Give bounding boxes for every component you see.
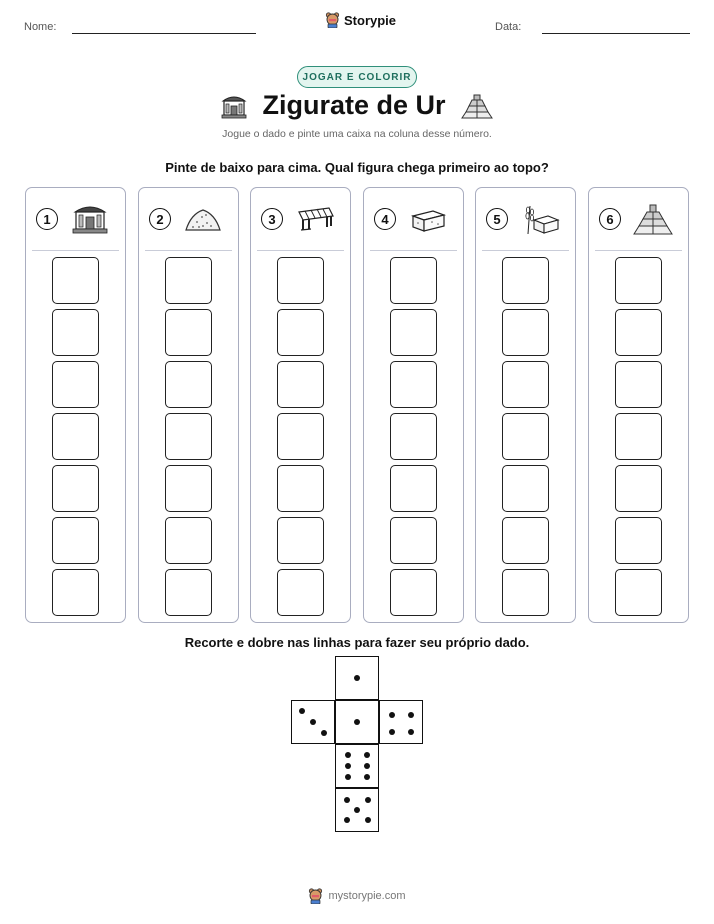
temple-icon — [220, 93, 248, 119]
color-box[interactable] — [165, 569, 212, 616]
dice-face-5 — [335, 788, 379, 832]
ziggurat-icon — [633, 202, 673, 236]
wheat-and-brick-icon — [520, 202, 560, 236]
column-divider — [257, 250, 344, 251]
color-box[interactable] — [52, 517, 99, 564]
column-divider — [595, 250, 682, 251]
dice-pip — [364, 763, 370, 769]
column-5 — [475, 187, 576, 623]
name-label: Nome: — [24, 21, 57, 33]
color-box[interactable] — [390, 361, 437, 408]
temple-icon — [70, 202, 110, 236]
dice-pip — [299, 708, 305, 714]
color-box[interactable] — [165, 517, 212, 564]
column-header — [589, 188, 688, 250]
column-2 — [138, 187, 239, 623]
dice-face-1 — [335, 656, 379, 700]
grain-pile-icon — [183, 202, 223, 236]
brand-name: Storypie — [344, 12, 397, 28]
instruction-text: Pinte de baixo para cima. Qual figura chega primeiro ao topo? — [165, 160, 549, 175]
name-field-line[interactable] — [72, 33, 256, 34]
dice-pip — [354, 675, 360, 681]
color-box[interactable] — [615, 413, 662, 460]
date-field-line[interactable] — [542, 33, 690, 34]
color-box[interactable] — [165, 257, 212, 304]
color-box[interactable] — [502, 309, 549, 356]
column-6 — [588, 187, 689, 623]
color-box[interactable] — [277, 413, 324, 460]
color-box[interactable] — [502, 465, 549, 512]
dice-face-1-center — [335, 700, 379, 744]
column-header — [139, 188, 238, 250]
color-box[interactable] — [502, 569, 549, 616]
color-box[interactable] — [615, 465, 662, 512]
color-box[interactable] — [615, 257, 662, 304]
color-box[interactable] — [52, 465, 99, 512]
color-box[interactable] — [52, 569, 99, 616]
color-box[interactable] — [165, 361, 212, 408]
color-box[interactable] — [165, 465, 212, 512]
color-box[interactable] — [390, 309, 437, 356]
activity-badge: JOGAR E COLORIR — [297, 66, 417, 88]
dice-pip — [344, 817, 350, 823]
color-box[interactable] — [277, 309, 324, 356]
dice-pip — [344, 797, 350, 803]
color-box[interactable] — [52, 413, 99, 460]
dice-pip — [365, 797, 371, 803]
color-box[interactable] — [52, 361, 99, 408]
column-number: 1 — [36, 208, 58, 230]
clay-brick-icon — [408, 202, 448, 236]
color-box[interactable] — [165, 309, 212, 356]
wooden-sled-icon — [295, 202, 335, 236]
color-box[interactable] — [502, 413, 549, 460]
column-divider — [370, 250, 457, 251]
color-box[interactable] — [277, 257, 324, 304]
color-box[interactable] — [390, 465, 437, 512]
dice-pip — [364, 774, 370, 780]
color-box[interactable] — [52, 257, 99, 304]
column-number: 6 — [599, 208, 621, 230]
color-box[interactable] — [615, 309, 662, 356]
page-title: Zigurate de Ur — [262, 90, 446, 120]
dice-pip — [354, 719, 360, 725]
column-header — [26, 188, 125, 250]
column-header — [251, 188, 350, 250]
column-number: 2 — [149, 208, 171, 230]
dice-face-4 — [379, 700, 423, 744]
title-row — [0, 90, 714, 121]
dice-pip — [364, 752, 370, 758]
brand-logo — [325, 12, 396, 28]
column-divider — [32, 250, 119, 251]
dice-pip — [408, 712, 414, 718]
cut-instruction: Recorte e dobre nas linhas para fazer seu próprio dado. — [184, 635, 530, 650]
color-box[interactable] — [390, 517, 437, 564]
footer — [0, 888, 714, 904]
dice-pip — [389, 712, 395, 718]
column-number: 5 — [486, 208, 508, 230]
column-number: 4 — [374, 208, 396, 230]
footer-url[interactable]: mystorypie.com — [328, 890, 406, 902]
column-4 — [363, 187, 464, 623]
color-box[interactable] — [502, 257, 549, 304]
color-box[interactable] — [615, 517, 662, 564]
color-box[interactable] — [277, 361, 324, 408]
color-box[interactable] — [52, 309, 99, 356]
color-box[interactable] — [165, 413, 212, 460]
bear-mascot-icon — [325, 12, 340, 28]
color-box[interactable] — [502, 517, 549, 564]
column-divider — [482, 250, 569, 251]
dice-pip — [365, 817, 371, 823]
dice-pip — [345, 774, 351, 780]
ziggurat-icon — [460, 93, 494, 119]
color-box[interactable] — [390, 569, 437, 616]
bear-mascot-icon — [308, 888, 323, 904]
column-header — [364, 188, 463, 250]
date-label: Data: — [495, 21, 522, 33]
dice-pip — [389, 729, 395, 735]
dice-pip — [354, 807, 360, 813]
color-box[interactable] — [502, 361, 549, 408]
color-box[interactable] — [277, 517, 324, 564]
subtitle: Jogue o dado e pinte uma caixa na coluna desse número. — [222, 128, 492, 140]
column-3 — [250, 187, 351, 623]
dice-face-6 — [335, 744, 379, 788]
color-box[interactable] — [277, 569, 324, 616]
dice-pip — [321, 730, 327, 736]
dice-face-3 — [291, 700, 335, 744]
color-box[interactable] — [615, 361, 662, 408]
color-box[interactable] — [615, 569, 662, 616]
column-divider — [145, 250, 232, 251]
color-box[interactable] — [277, 465, 324, 512]
color-box[interactable] — [390, 257, 437, 304]
color-box[interactable] — [390, 413, 437, 460]
column-number: 3 — [261, 208, 283, 230]
column-header — [476, 188, 575, 250]
dice-pip — [408, 729, 414, 735]
dice-pip — [345, 752, 351, 758]
column-1 — [25, 187, 126, 623]
dice-pip — [310, 719, 316, 725]
dice-pip — [345, 763, 351, 769]
